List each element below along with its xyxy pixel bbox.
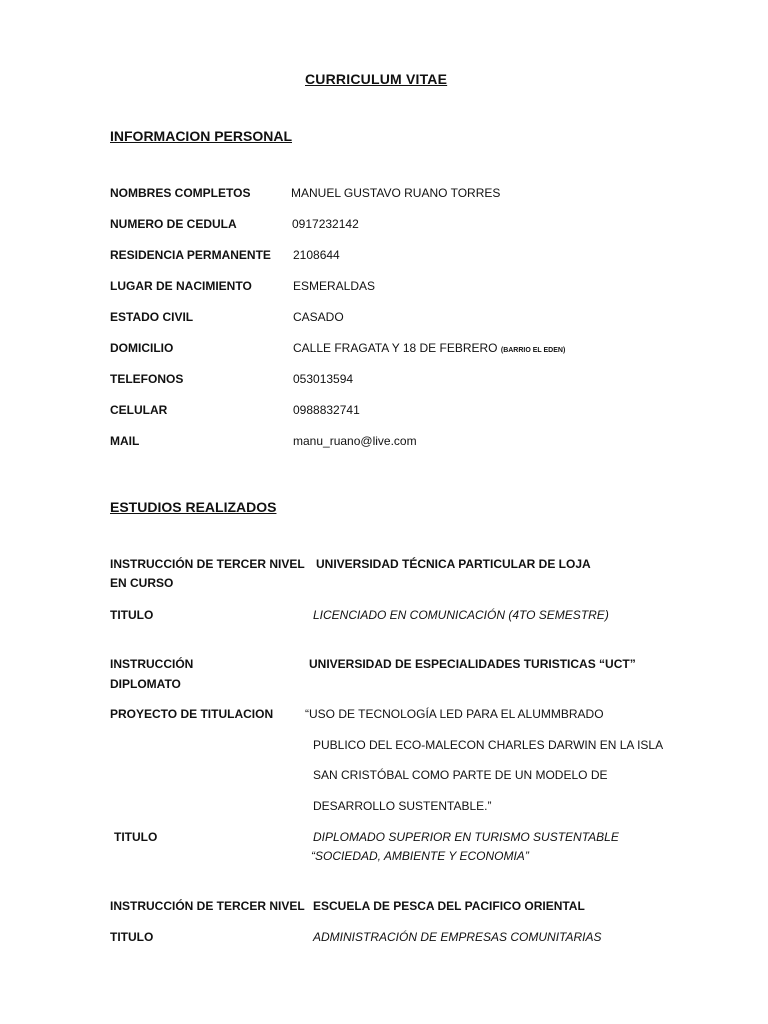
- section-heading-personal: INFORMACION PERSONAL: [110, 128, 292, 144]
- value-domicilio: [293, 341, 565, 355]
- value-telefonos: 053013594: [293, 372, 354, 386]
- value-cedula: 0917232142: [292, 217, 359, 231]
- label-titulo-2: TITULO: [114, 830, 158, 844]
- section-heading-studies: ESTUDIOS REALIZADOS: [110, 499, 277, 515]
- value-titulo-2-line-2: “SOCIEDAD, AMBIENTE Y ECONOMIA”: [311, 849, 529, 863]
- value-domicilio-street: CALLE FRAGATA Y 18 DE FEBRERO: [293, 341, 498, 355]
- label-estado-civil: ESTADO CIVIL: [110, 310, 194, 324]
- label-titulo-1: TITULO: [110, 608, 154, 622]
- proyecto-line-3: SAN CRISTÓBAL COMO PARTE DE UN MODELO DE: [313, 768, 608, 782]
- label-proyecto-titulacion: PROYECTO DE TITULACION: [110, 707, 274, 721]
- value-nacimiento: ESMERALDAS: [293, 279, 376, 293]
- proyecto-line-2: PUBLICO DEL ECO-MALECON CHARLES DARWIN EN LA ISLA: [313, 738, 664, 752]
- label-instruccion: INSTRUCCIÓN: [110, 657, 194, 671]
- value-titulo-3: ADMINISTRACIÓN DE EMPRESAS COMUNITARIAS: [313, 930, 602, 944]
- label-instruccion-tercer-nivel: INSTRUCCIÓN DE TERCER NIVEL: [110, 557, 305, 571]
- institution-utpl: UNIVERSIDAD TÉCNICA PARTICULAR DE LOJA: [316, 557, 591, 571]
- value-domicilio-note: (BARRIO EL EDEN): [500, 347, 566, 354]
- label-nacimiento: LUGAR DE NACIMIENTO: [110, 279, 252, 293]
- label-domicilio: DOMICILIO: [110, 341, 174, 355]
- label-diplomato: DIPLOMATO: [110, 677, 181, 691]
- label-celular: CELULAR: [110, 403, 168, 417]
- label-mail: MAIL: [110, 434, 140, 448]
- document-title: CURRICULUM VITAE: [305, 71, 448, 87]
- label-instruccion-tercer-nivel-2: INSTRUCCIÓN DE TERCER NIVEL: [110, 899, 305, 913]
- value-celular: 0988832741: [293, 403, 360, 417]
- value-titulo-1: LICENCIADO EN COMUNICACIÓN (4TO SEMESTRE): [313, 608, 609, 622]
- value-nombres: MANUEL GUSTAVO RUANO TORRES: [291, 186, 501, 200]
- label-nombres: NOMBRES COMPLETOS: [110, 186, 251, 200]
- proyecto-line-4: DESARROLLO SUSTENTABLE.”: [313, 799, 492, 813]
- label-residencia: RESIDENCIA PERMANENTE: [110, 248, 271, 262]
- institution-uct: UNIVERSIDAD DE ESPECIALIDADES TURISTICAS “UCT”: [309, 657, 636, 671]
- value-residencia: 2108644: [293, 248, 340, 262]
- proyecto-line-1: “USO DE TECNOLOGÍA LED PARA EL ALUMMBRADO: [305, 707, 604, 721]
- label-en-curso: EN CURSO: [110, 576, 174, 590]
- institution-escuela-pesca: ESCUELA DE PESCA DEL PACIFICO ORIENTAL: [313, 899, 585, 913]
- label-telefonos: TELEFONOS: [110, 372, 184, 386]
- label-titulo-3: TITULO: [110, 930, 154, 944]
- value-estado-civil: CASADO: [293, 310, 344, 324]
- value-mail: manu_ruano@live.com: [293, 434, 417, 448]
- label-cedula: NUMERO DE CEDULA: [110, 217, 237, 231]
- value-titulo-2-line-1: DIPLOMADO SUPERIOR EN TURISMO SUSTENTABLE: [313, 830, 619, 844]
